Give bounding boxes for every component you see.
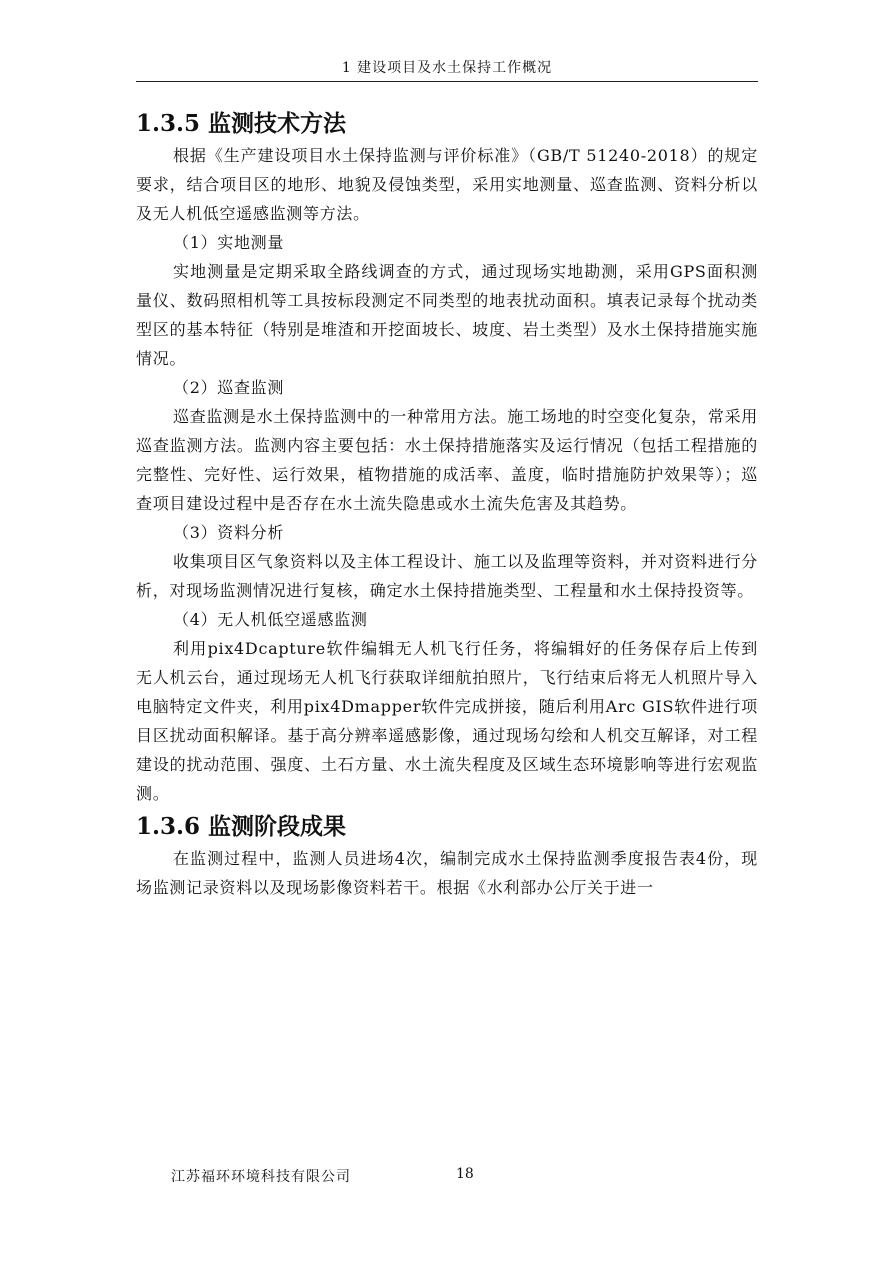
- header-rule: [136, 81, 758, 82]
- page-number: 18: [456, 1166, 474, 1182]
- page-body: [136, 107, 758, 902]
- method-2-title: （2）巡查监测: [173, 378, 285, 397]
- results-paragraph: 在监测过程中，监测人员进场4次，编制完成水土保持监测季度报告表4份，现场监测记录资料以及现场影像资料若干。根据《水利部办公厅关于进一: [136, 849, 758, 897]
- section-heading-1-3-5: 1.3.5 监测技术方法: [136, 110, 347, 137]
- method-1-title: （1）实地测量: [173, 233, 285, 252]
- method-4-title: （4）无人机低空遥感监测: [173, 610, 368, 629]
- method-4-paragraph: 利用pix4Dcapture软件编辑无人机飞行任务，将编辑好的任务保存后上传到无人机云台，通过现场无人机飞行获取详细航拍照片，飞行结束后将无人机照片导入电脑特定文件夹，利用pix4Dmapper软件完成拼接，随后利用Arc GIS软件进行项目区扰动面积解译。基于高分辨率遥感影像，通过现场勾绘和人机交互解译，对工程建设的扰动范围、强度、土石方量、水土流失程度及区域生态环境影响等进行宏观监测。: [136, 639, 758, 803]
- running-header: 1 建设项目及水土保持工作概况: [341, 60, 553, 76]
- intro-paragraph: 根据《生产建设项目水土保持监测与评价标准》（GB/T 51240-2018）的规定要求，结合项目区的地形、地貌及侵蚀类型，采用实地测量、巡查监测、资料分析以及无人机低空遥感监测等方法。: [136, 146, 758, 223]
- section-heading-1-3-6: 1.3.6 监测阶段成果: [136, 813, 347, 840]
- method-1-paragraph: 实地测量是定期采取全路线调查的方式，通过现场实地勘测，采用GPS面积测量仪、数码照相机等工具按标段测定不同类型的地表扰动面积。填表记录每个扰动类型区的基本特征（特别是堆渣和开挖面坡长、坡度、岩土类型）及水土保持措施实施情况。: [136, 262, 758, 368]
- method-3-paragraph: 收集项目区气象资料以及主体工程设计、施工以及监理等资料，并对资料进行分析，对现场监测情况进行复核，确定水土保持措施类型、工程量和水土保持投资等。: [136, 552, 758, 600]
- method-2-paragraph: 巡查监测是水土保持监测中的一种常用方法。施工场地的时空变化复杂，常采用巡查监测方法。监测内容主要包括：水土保持措施落实及运行情况（包括工程措施的完整性、完好性、运行效果，植物措施的成活率、盖度，临时措施防护效果等）；巡查项目建设过程中是否存在水土流失隐患或水土流失危害及其趋势。: [136, 407, 758, 513]
- method-3-title: （3）资料分析: [173, 523, 285, 542]
- footer-company: 江苏福环环境科技有限公司: [171, 1169, 351, 1185]
